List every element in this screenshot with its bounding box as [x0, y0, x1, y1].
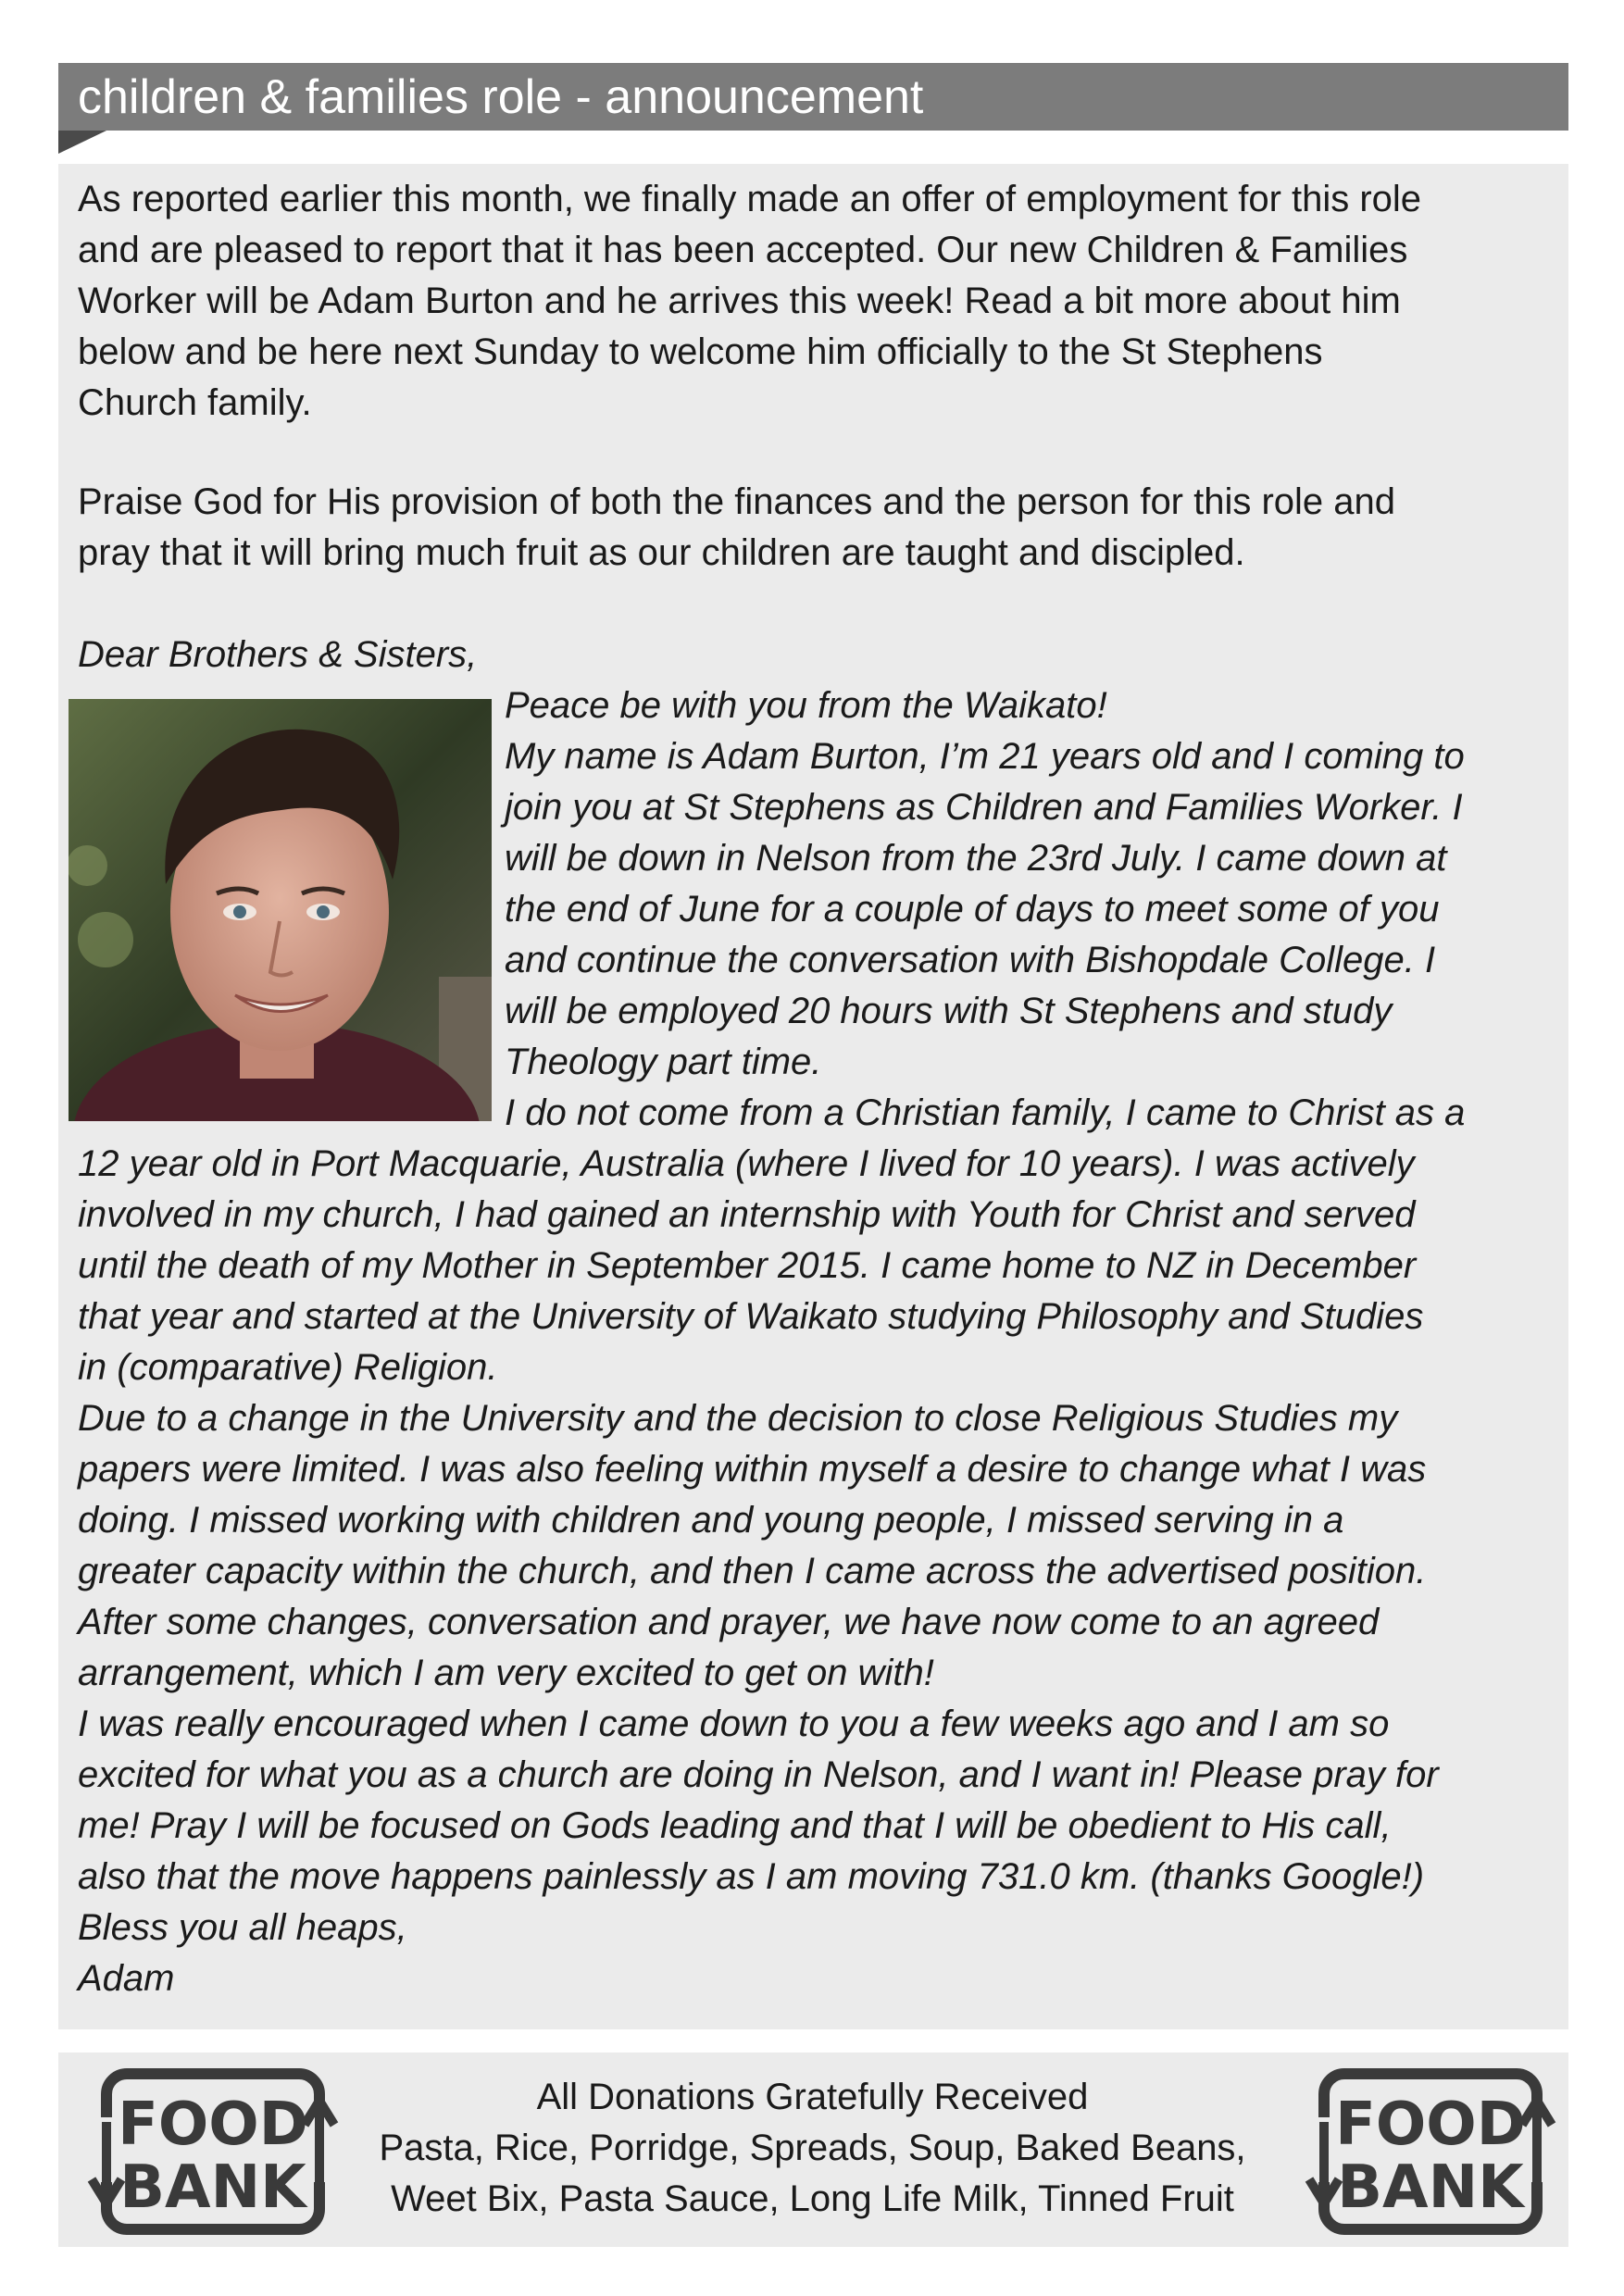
logo-word-food: FOOD	[118, 2090, 308, 2159]
text-line: arrangement, which I am very excited to get on with!	[78, 1653, 934, 1693]
text-line: Adam	[78, 1958, 175, 1999]
header-fold-decoration	[58, 131, 106, 154]
intro-paragraph-1	[78, 174, 1559, 429]
text-line: the end of June for a couple of days to meet some of you	[505, 889, 1440, 930]
portrait-photo	[69, 699, 492, 1121]
text-line: Due to a change in the University and the decision to close Religious Studies my	[78, 1398, 1398, 1439]
logo-word-bank: BANK	[1337, 2153, 1524, 2222]
text-line: My name is Adam Burton, I’m 21 years old and I coming to	[505, 736, 1465, 777]
text-line: until the death of my Mother in September 2015. I came home to NZ in December	[78, 1245, 1417, 1286]
text-line: Praise God for His provision of both the finances and the person for this role and	[78, 481, 1396, 522]
text-line: pray that it will bring much fruit as our children are taught and discipled.	[78, 532, 1245, 573]
donations-text	[356, 2072, 1268, 2225]
text-line: join you at St Stephens as Children and Families Worker. I	[505, 787, 1463, 828]
text-line: doing. I missed working with children and young people, I missed serving in a	[78, 1500, 1344, 1541]
text-line: that year and started at the University of Waikato studying Philosophy and Studies	[78, 1296, 1424, 1337]
text-line: and are pleased to report that it has been accepted. Our new Children & Families	[78, 230, 1408, 270]
text-line: involved in my church, I had gained an internship with Youth for Christ and served	[78, 1194, 1416, 1235]
text-line: will be down in Nelson from the 23rd July. I came down at	[505, 838, 1447, 879]
text-line: me! Pray I will be focused on Gods leading and that I will be obedient to His call,	[78, 1805, 1392, 1846]
text-line: and continue the conversation with Bishopdale College. I	[505, 940, 1436, 980]
food-bank-logo-right	[1296, 2066, 1565, 2238]
text-line: I was really encouraged when I came down to you a few weeks ago and I am so	[78, 1703, 1390, 1744]
text-line: As reported earlier this month, we finally made an offer of employment for this role	[78, 179, 1422, 219]
text-line: I do not come from a Christian family, I came to Christ as a	[505, 1092, 1466, 1133]
text-line: Church family.	[78, 382, 312, 423]
food-bank-logo-left	[79, 2066, 347, 2238]
text-line: also that the move happens painlessly as I am moving 731.0 km. (thanks Google!)	[78, 1856, 1425, 1897]
text-line: Theology part time.	[505, 1042, 822, 1082]
letter-salutation: Dear Brothers & Sisters,	[78, 634, 478, 675]
donations-heading: All Donations Gratefully Received	[536, 2077, 1089, 2117]
text-line: 12 year old in Port Macquarie, Australia (where I lived for 10 years). I was actively	[78, 1143, 1415, 1184]
text-line: Peace be with you from the Waikato!	[505, 685, 1107, 726]
donations-items-line: Pasta, Rice, Porridge, Spreads, Soup, Baked Beans,	[379, 2128, 1246, 2168]
logo-word-bank: BANK	[119, 2153, 306, 2222]
text-line: After some changes, conversation and prayer, we have now come to an agreed	[78, 1602, 1380, 1642]
letter-body	[78, 1139, 1559, 2004]
intro-paragraph-2	[78, 477, 1559, 579]
text-line: excited for what you as a church are doing in Nelson, and I want in! Please pray for	[78, 1754, 1439, 1795]
text-line: in (comparative) Religion.	[78, 1347, 498, 1388]
text-line: Bless you all heaps,	[78, 1907, 407, 1948]
donations-items-line: Weet Bix, Pasta Sauce, Long Life Milk, Tinned Fruit	[391, 2178, 1234, 2219]
text-line: papers were limited. I was also feeling within myself a desire to change what I was	[78, 1449, 1427, 1490]
text-line: greater capacity within the church, and then I came across the advertised position.	[78, 1551, 1427, 1591]
section-title: children & families role - announcement	[78, 70, 924, 124]
logo-word-food: FOOD	[1335, 2090, 1526, 2159]
text-line: Worker will be Adam Burton and he arrives this week! Read a bit more about him	[78, 281, 1401, 321]
letter-beside-photo	[505, 680, 1560, 1139]
text-line: will be employed 20 hours with St Stephens and study	[505, 991, 1393, 1031]
text-line: below and be here next Sunday to welcome him officially to the St Stephens	[78, 331, 1323, 372]
